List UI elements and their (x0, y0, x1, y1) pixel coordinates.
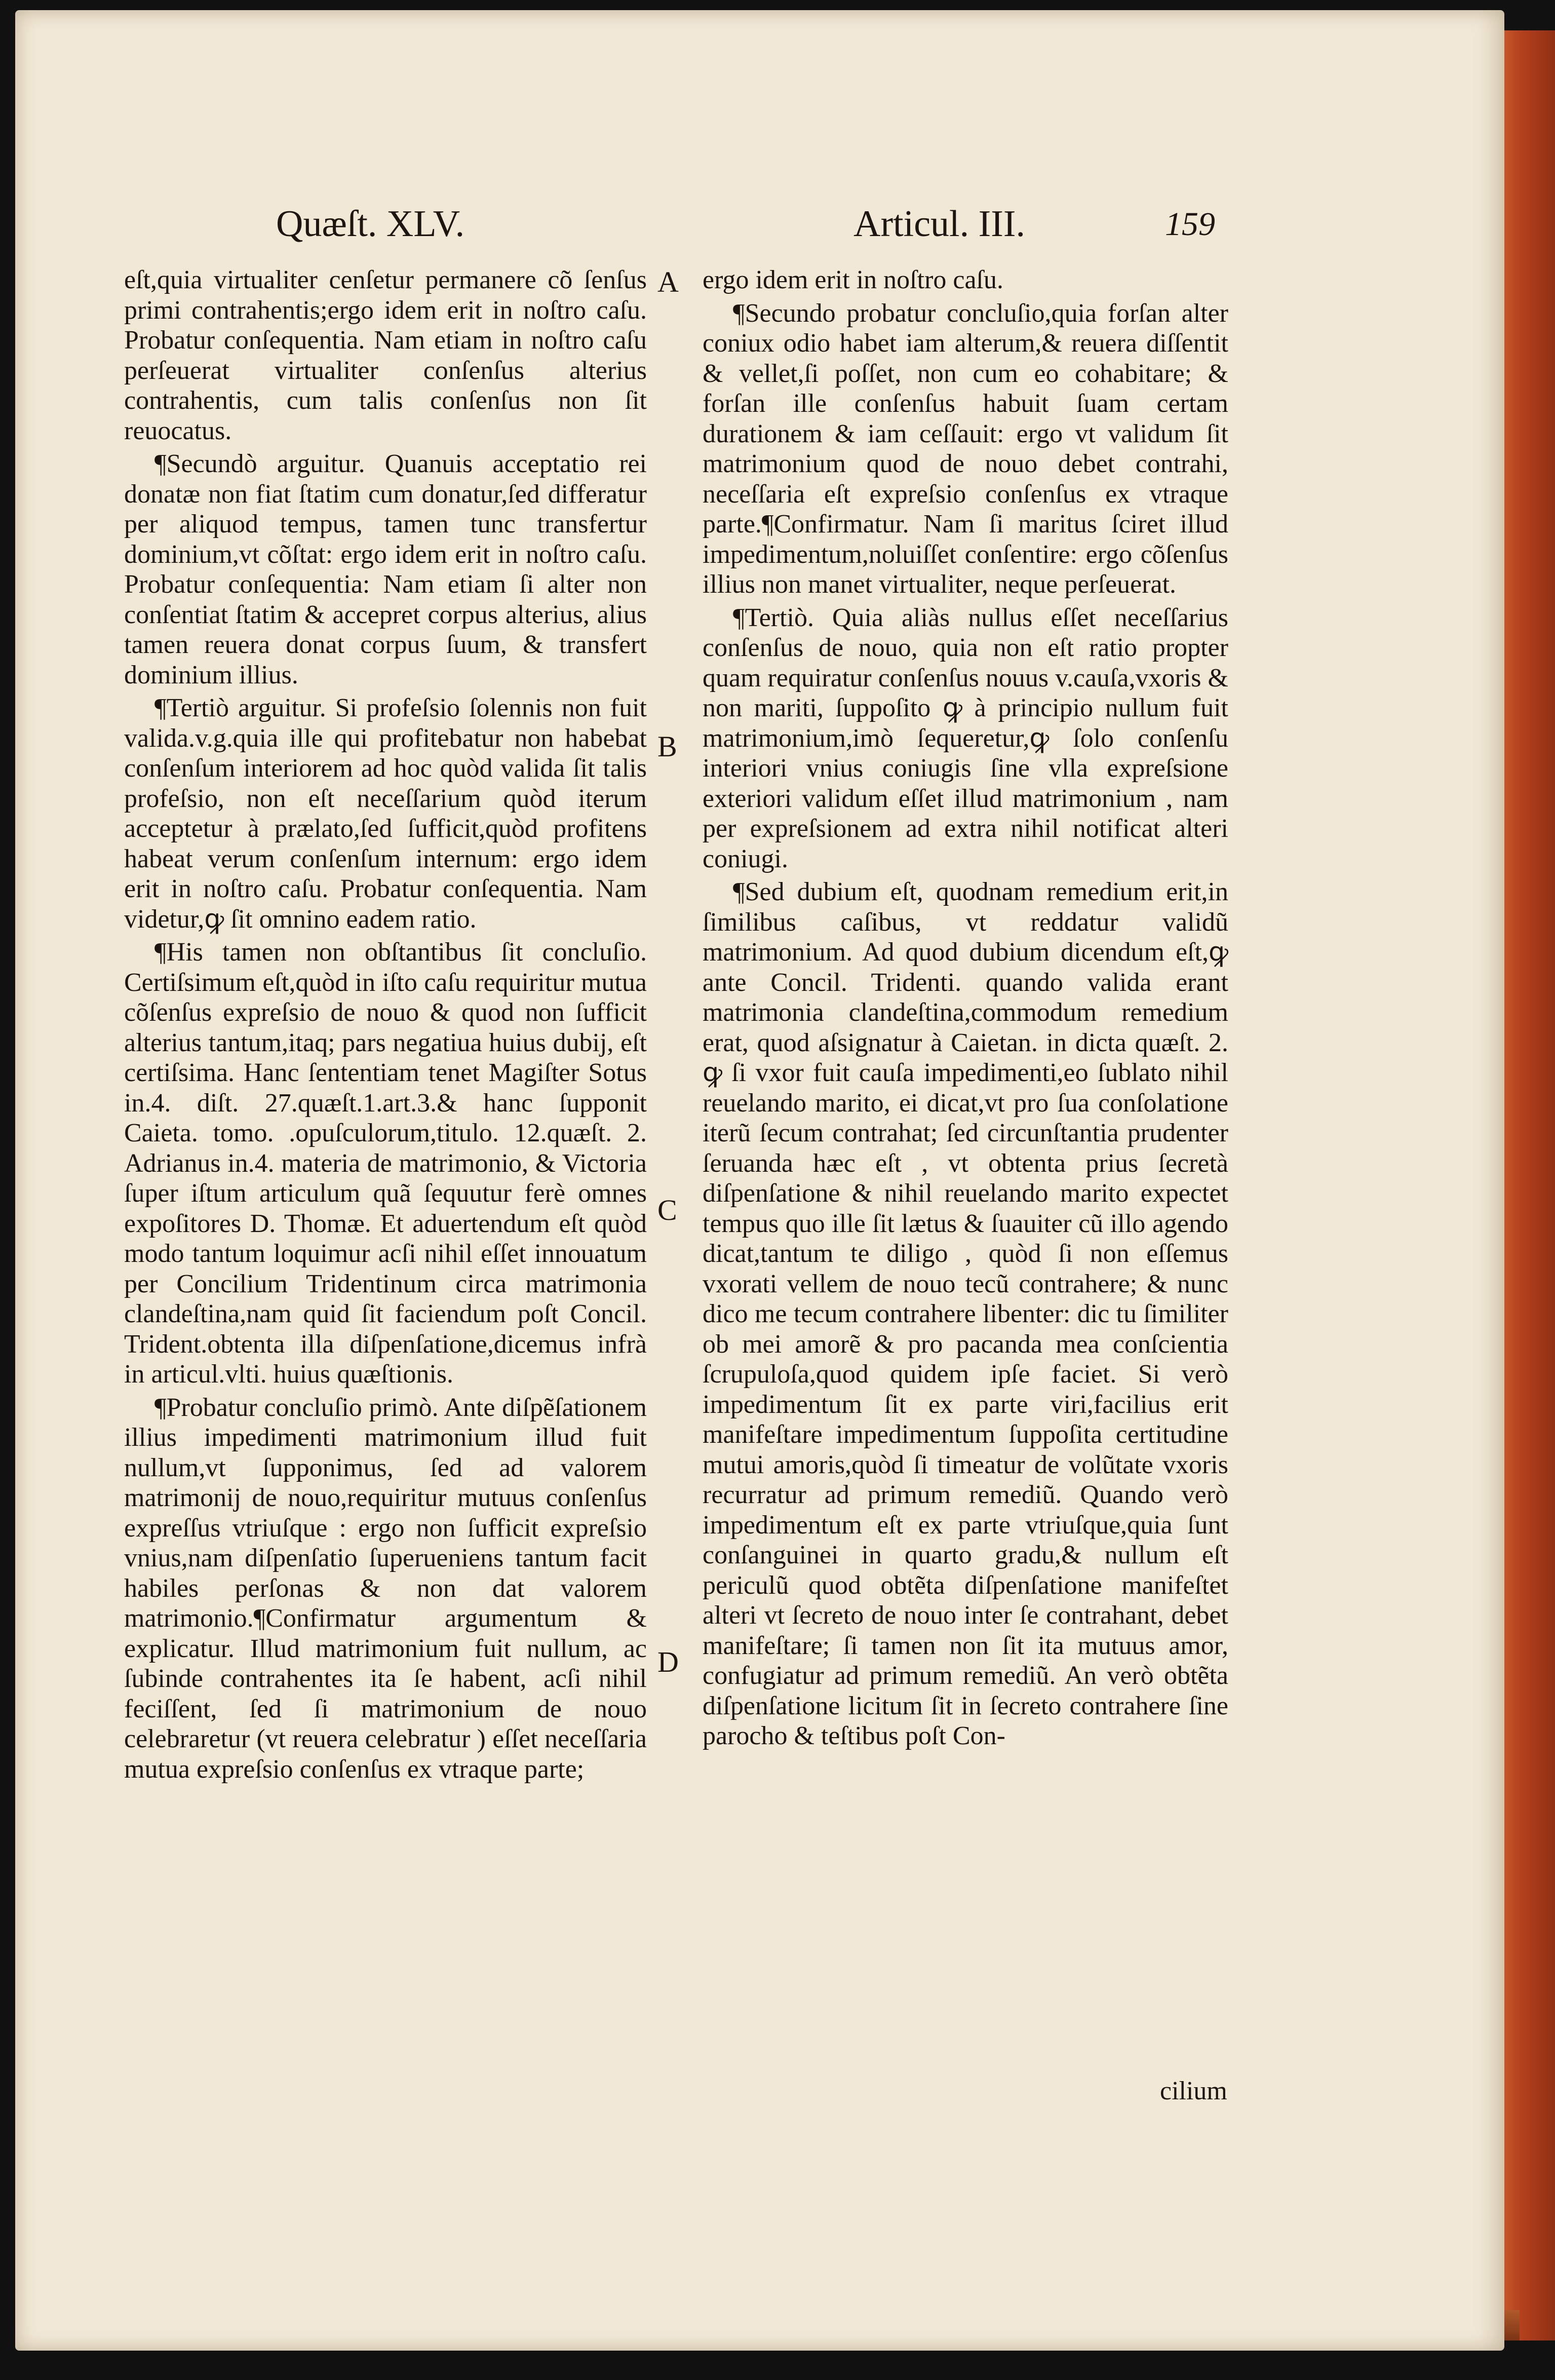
margin-letter-c: C (657, 1194, 677, 1226)
right-paragraph-2: ¶Secundo probatur concluſio,quia forſan alter coniux odio habet iam alterum,& reuera diſſentit & vellet,ſi poſſet, non cum eo cohabitare; & forſan ille conſenſus habuit ſuam certam durationem & iam ceſſauit: ergo vt validum ſit matrimonium quod de nouo debet contrahi, neceſſaria eſt expreſsio conſenſus ex vtraque parte.¶Confirmatur. Nam ſi maritus ſciret illud impedimentum,noluiſſet conſentire: ergo cõſenſus illius non manet virtualiter, neque perſeuerat. (703, 298, 1228, 599)
left-paragraph-5: ¶Probatur concluſio primò. Ante diſpẽſationem illius impedimenti matrimonium illud fuit nullum,vt ſupponimus, ſed ad valorem matrimonij de nouo,requiritur mutuus conſenſus expreſſus vtriuſque : ergo non ſufficit expreſsio vnius,nam diſpenſatio ſuperueniens tantum facit habiles perſonas & non dat valorem matrimonio.¶Confirmatur argumentum & explicatur. Illud matrimonium fuit nullum, ac ſubinde contrahentes ita ſe habent, acſi nihil feciſſent, ſed ſi matrimonium de nouo celebraretur (vt reuera celebratur ) eſſet neceſſaria mutua expreſsio conſenſus ex vtraque parte; (124, 1393, 647, 1784)
left-paragraph-4: ¶His tamen non obſtantibus ſit concluſio. Certiſsimum eſt,quòd in iſto caſu requiritur mutua cõſenſus expreſsio de nouo & quod non ſufficit alterius tantum,itaq; pars negatiua huius dubij, eſt certiſsima. Hanc ſententiam tenet Magiſter Sotus in.4. diſt. 27.quæſt.1.art.3.& hanc ſupponit Caieta. tomo. .opuſculorum,titulo. 12.quæſt. 2. Adrianus in.4. materia de matrimonio, & Victoria ſuper iſtum articulum quã ſequutur ferè omnes expoſitores D. Thomæ. Et aduertendum eſt quòd modo tantum loquimur acſi nihil eſſet innouatum per Concilium Tridentinum circa matrimonia clandeſtina,nam quid ſit faciendum poſt Concil. Trident.obtenta illa diſpenſatione,dicemus infrà in articul.vlti. huius quæſtionis. (124, 938, 647, 1389)
left-paragraph-3: ¶Tertiò arguitur. Si profeſsio ſolennis non fuit valida.v.g.quia ille qui profitebatur non habebat conſenſum interiorem ad hoc quòd valida ſit talis profeſsio, non eſt neceſſarium quòd iterum acceptetur à prælato,ſed ſufficit,quòd profitens habeat verum conſenſum internum: ergo idem erit in noſtro caſu. Probatur conſequentia. Nam videtur,ꝙ ſit omnino eadem ratio. (124, 694, 647, 934)
right-paragraph-4: ¶Sed dubium eſt, quodnam remedium erit,in ſimilibus caſibus, vt reddatur validũ matrimonium. Ad quod dubium dicendum eſt,ꝙ ante Concil. Tridenti. quando valida erant matrimonia clandeſtina,commodum remedium erat, quod aſsignatur à Caietan. in dicta quæſt. 2. ꝙ ſi vxor fuit cauſa impedimenti,eo ſublato nihil reuelando marito, ei dicat,vt pro ſua conſolatione iterũ ſecum contrahat; ſed circunſtantia prudenter ſeruanda hæc eſt , vt obtenta prius ſecretà diſpenſatione & nihil reuelando marito expectet tempus quo ille ſit lætus & ſuauiter cũ illo agendo dicat,tantum te diligo , quòd ſi non eſſemus vxorati vellem de nouo tecũ contrahere; & nunc dico me tecum contrahere libenter: dic tu ſimiliter ob mei amorẽ & pro pacanda mea conſcientia ſcrupuloſa,quod quidem ipſe faciet. Si verò impedimentum ſit ex parte viri,facilius erit manifeſtare impedimentum ſuppoſita certitudine mutui amoris,quòd ſi timeatur de volũtate vxoris recurratur ad primum remediũ. Quando verò impedimentum eſt ex parte vtriuſque,quia ſunt conſanguinei in quarto gradu,& nullum eſt periculũ quod obtẽta diſpenſatione manifeſtet alteri vt ſecreto de nouo inter ſe contrahant, debet manifeſtare; ſi tamen non ſit ita mutuus amor, confugiatur ad primum remediũ. An verò obtẽta diſpenſatione licitum ſit in ſecreto contrahere ſine parocho & teſtibus poſt Con- (703, 877, 1228, 1750)
right-paragraph-3: ¶Tertiò. Quia aliàs nullus eſſet neceſſarius conſenſus de nouo, quia non eſt ratio propter quam requiratur conſenſus nouus v.cauſa,vxoris & non mariti, ſuppoſito ꝙ à principio nullum fuit matrimonium,imò ſequeretur,ꝙ ſolo conſenſu interiori vnius coniugis ſine vlla expreſsione exteriori validum eſſet illud matrimonium , nam per expreſsionem ad extra nihil notificat alteri coniugi. (703, 603, 1228, 873)
book-fore-edge (1499, 30, 1555, 2340)
page-number: 159 (1165, 206, 1215, 243)
running-head-question: Quæſt. XLV. (276, 203, 465, 245)
left-column (124, 265, 647, 1787)
margin-letter-a: A (657, 265, 679, 298)
margin-letter-d: D (657, 1645, 679, 1678)
catchword: cilium (1160, 2077, 1227, 2105)
left-paragraph-1: eſt,quia virtualiter cenſetur permanere cõ ſenſus primi contrahentis;ergo idem erit in noſtro caſu. Probatur conſequentia. Nam etiam in noſtro caſu perſeuerat virtualiter conſenſus alterius contrahentis, cum talis conſenſus non ſit reuocatus. (124, 265, 647, 445)
right-paragraph-1: ergo idem erit in noſtro caſu. (703, 265, 1003, 294)
right-column (703, 265, 1228, 1754)
left-paragraph-2: ¶Secundò arguitur. Quanuis acceptatio rei donatæ non fiat ſtatim cum donatur,ſed differatur per aliquod tempus, tamen tunc transfertur dominium,vt cõſtat: ergo idem erit in noſtro caſu. Probatur conſequentia: Nam etiam ſi alter non conſentiat ſtatim & accepret corpus alterius, alius tamen reuera donat corpus ſuum, & transfert dominium illius. (124, 449, 647, 689)
running-head-article: Articul. III. (853, 203, 1026, 245)
margin-letter-b: B (657, 730, 677, 763)
